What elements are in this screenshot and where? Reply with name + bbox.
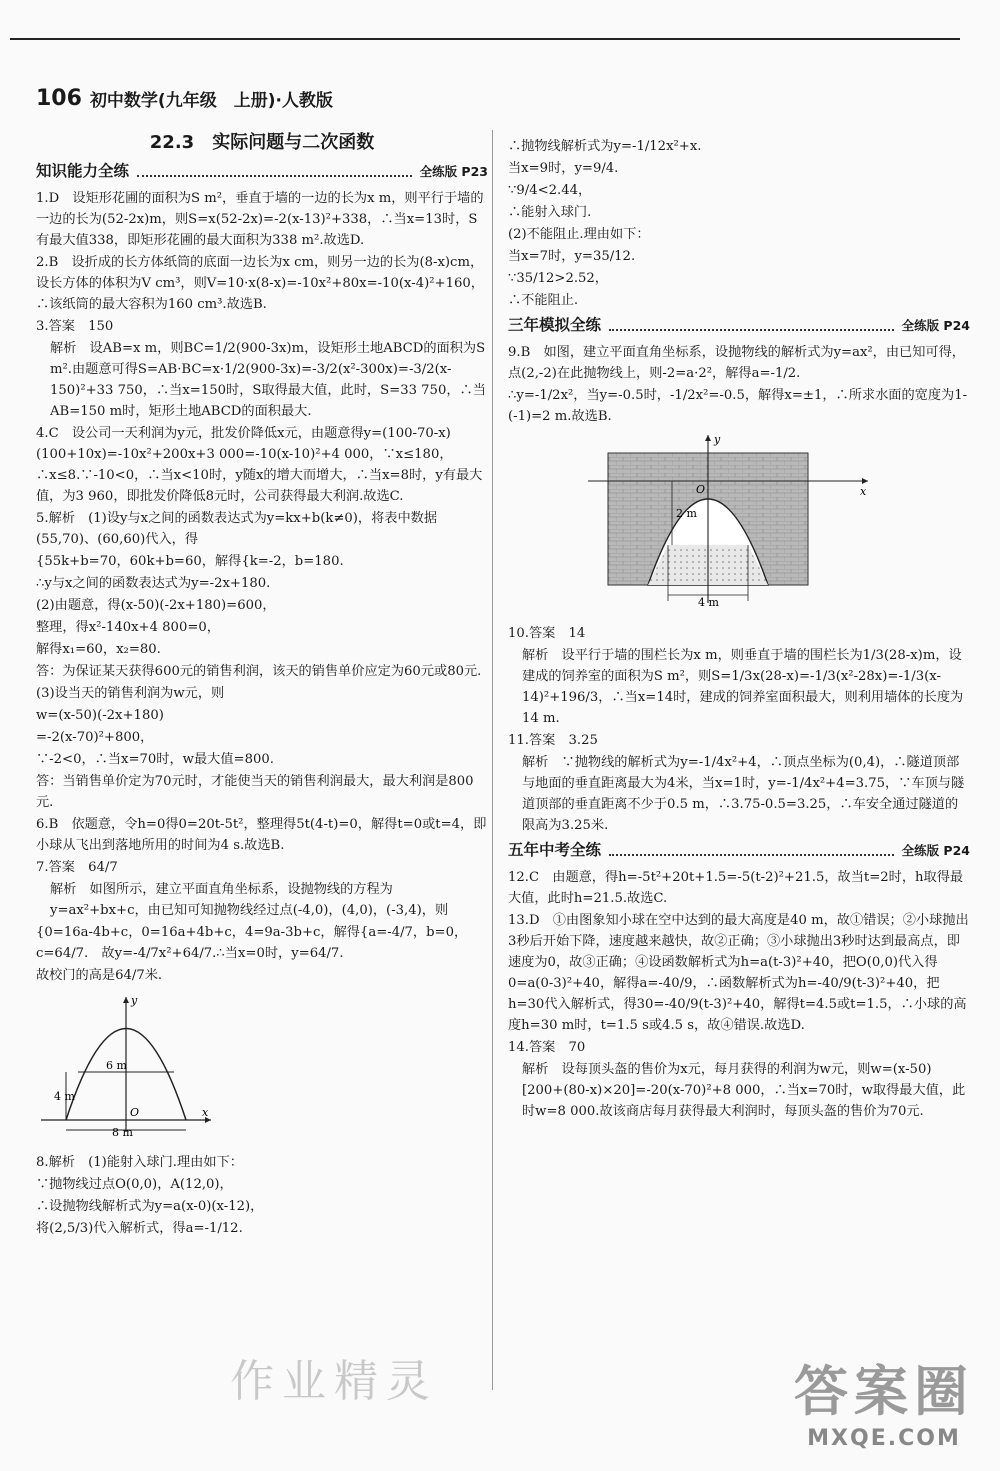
answer-para: 当x=9时，y=9/4. — [508, 161, 619, 176]
answer-para: w=(x-50)(-2x+180) — [36, 708, 164, 723]
gate-diagram — [36, 992, 216, 1137]
column-divider — [492, 130, 493, 1390]
fig2-width-label: 4 m — [698, 596, 719, 608]
section-name: 三年模拟全练 — [508, 316, 602, 334]
answer-para: =-2(x-70)²+800， — [36, 730, 154, 745]
answer-para: 6.B 依题意，令h=0得0=20t-5t²，整理得5t(4-t)=0，解得t=0或t=4，即小球从飞出到落地所用的时间为4 s.故选B. — [36, 817, 487, 853]
answer-para: ∵9/4<2.44， — [508, 183, 592, 198]
answer-para: ∵35/12>2.52， — [508, 271, 608, 286]
answer-para: 解析 设AB=x m，则BC=1/2(900-3x)m，设矩形土地ABCD的面积为S m².由题意可得S=AB·BC=x·1/2(900-3x)=-3/2(x²-300x)=-3/2(x-150)²+33 750，∴当x=150时，S取得最大值，此时，S=33 750，∴当AB=150 m时，矩形土地ABCD的面积最大. — [50, 341, 490, 419]
top-rule — [10, 38, 960, 40]
faint-watermark: 作业精灵 — [230, 1356, 438, 1407]
answer-para: 8.解析 (1)能射入球门.理由如下： — [36, 1155, 243, 1170]
figure-gate-parabola — [36, 992, 488, 1144]
watermark-logo — [794, 1349, 974, 1451]
answer-para: ∴能射入球门. — [508, 205, 592, 220]
answer-para: ∵-2<0，∴当x=70时，w最大值=800. — [36, 752, 274, 767]
answer-para: 2.B 设折成的长方体纸筒的底面一边长为x cm，则另一边的长为(8-x)cm，设长方体的体积为V cm³，则V=10·x(8-x)=-10x²+80x=-10(x-4)²+160，∴该纸筒的最大容积为160 cm³.故选B. — [36, 255, 484, 312]
answer-para: ∴不能阻止. — [508, 293, 579, 308]
answer-para: 将(2,5/3)代入解析式，得a=-1/12. — [36, 1221, 243, 1236]
answer-para: 故校门的高是64/7米. — [36, 968, 163, 983]
page-number: 106 — [36, 86, 82, 111]
answer-para: ∴抛物线解析式为y=-1/12x²+x. — [508, 139, 702, 154]
answer-para: 整理，得x²-140x+4 800=0， — [36, 620, 220, 635]
answer-para: ∵抛物线过点O(0,0)，A(12,0)， — [36, 1177, 233, 1192]
fig1-origin: O — [130, 1106, 140, 1119]
answer-para: (2)不能阻止.理由如下： — [508, 227, 650, 242]
answer-para: 5.解析 (1)设y与x之间的函数表达式为y=kx+b(k≠0)，将表中数据(55,70)、(60,60)代入，得 — [36, 511, 438, 547]
answer-para: 解析 设每顶头盔的售价为x元，每月获得的利润为w元，则w=(x-50)[200+(80-x)×20]=-20(x-70)²+8 000，∴当x=70时，w取得最大值，此时w=8 000.故该商店每月获得最大利润时，每顶头盔的售价为70元. — [522, 1062, 966, 1119]
answer-para: (3)设当天的销售利润为w元，则 — [36, 686, 225, 701]
answer-para: 答：为保证某天获得600元的销售利润，该天的销售单价应定为60元或80元. — [36, 664, 482, 679]
fig1-height-label: 4 m — [54, 1090, 75, 1103]
answer-para: 4.C 设公司一天利润为y元，批发价降低x元，由题意得y=(100-70-x)(100+10x)=-10x²+200x+3 000=-10(x-10)²+4 000，∵x≤180，∴x≤8.∵-10<0，∴当x<10时，y随x的增大而增大，∴当x=8时，y有最大值，为3 960，即批发价降低8元时，公司获得最大利润.故选C. — [36, 426, 483, 504]
answer-para: 9.B 如图，建立平面直角坐标系，设抛物线的解析式为y=ax²，由已知可得，点(2,-2)在此抛物线上，则-2=a·2²，解得a=-1/2. — [508, 345, 965, 381]
answer-para: 12.C 由题意，得h=-5t²+20t+1.5=-5(t-2)²+21.5，故当t=2时，h取得最大值，此时h=21.5.故选C. — [508, 870, 964, 906]
section-header-3 — [508, 840, 970, 861]
answer-para: {0=16a-4b+c，0=16a+4b+c，4=9a-3b+c，解得{a=-4/7，b=0，c=64/7. 故y=-4/7x²+64/7.∴当x=0时，y=64/7. — [36, 925, 468, 961]
fig1-y-axis: y — [131, 994, 138, 1007]
book-title: 初中数学(九年级 上册)·人教版 — [89, 91, 333, 111]
fig1-width-label: 6 m — [106, 1059, 127, 1072]
answer-para: 解析 ∵抛物线的解析式为y=-1/4x²+4，∴顶点坐标为(0,4)，∴隧道顶部与地面的垂直距离最大为4米，当x=1时，y=-1/4x²+4=3.75，∵车顶与隧道顶部的垂直距离不少于0.5 m，∴3.75-0.5=3.25，∴车安全通过隧道的限高为3.25米. — [522, 755, 965, 833]
fig1-base-label: 8 m — [112, 1126, 133, 1137]
answer-para: 1.D 设矩形花圃的面积为S m²，垂直于墙的一边的长为x m，则平行于墙的一边的长为(52-2x)m，则S=x(52-2x)=-2(x-13)²+338，∴当x=13时，S有最大值338，即矩形花圃的最大面积为338 m².故选D. — [36, 191, 484, 248]
section-name: 知识能力全练 — [36, 162, 130, 180]
figure-tunnel — [508, 433, 970, 615]
fig2-y-axis: y — [714, 433, 721, 446]
answer-para: 当x=7时，y=35/12. — [508, 249, 636, 264]
fig2-height-label: 2 m — [676, 507, 697, 520]
watermark-big: 答案圈 — [794, 1360, 974, 1423]
watermark-site: MXQE.COM — [807, 1426, 961, 1451]
answer-para: 14.答案 70 — [508, 1040, 586, 1055]
answer-para: {55k+b=70，60k+b=60，解得{k=-2，b=180. — [36, 554, 344, 569]
left-column — [36, 128, 488, 1240]
fig2-x-axis: x — [860, 485, 867, 498]
answer-para: 3.答案 150 — [36, 319, 114, 334]
fig1-x-axis: x — [202, 1106, 209, 1119]
tunnel-diagram — [588, 433, 878, 608]
answer-para: ∴y与x之间的函数表达式为y=-2x+180. — [36, 576, 271, 591]
answer-para: 11.答案 3.25 — [508, 733, 598, 748]
section-header-2 — [508, 315, 970, 336]
section-title: 22.3 实际问题与二次函数 — [149, 132, 375, 153]
answer-para: ∴y=-1/2x²，当y=-0.5时，-1/2x²=-0.5，解得x=±1，∴所求水面的宽度为1-(-1)=2 m.故选B. — [508, 388, 968, 424]
section-ref: 全练版 P24 — [901, 843, 970, 858]
answer-para: 解析 如图所示，建立平面直角坐标系，设抛物线的方程为y=ax²+bx+c，由已知可知抛物线经过点(-4,0)，(4,0)，(-3,4)，则 — [50, 882, 449, 918]
fig2-origin: O — [696, 483, 706, 496]
section-ref: 全练版 P23 — [419, 164, 488, 179]
answer-para: ∴设抛物线解析式为y=a(x-0)(x-12)， — [36, 1199, 264, 1214]
page-header — [36, 86, 333, 111]
answer-para: 答：当销售单价定为70元时，才能使当天的销售利润最大，最大利润是800元. — [36, 774, 474, 810]
answer-para: 10.答案 14 — [508, 626, 586, 641]
answer-para: 解得x₁=60，x₂=80. — [36, 642, 161, 657]
answer-para: 7.答案 64/7 — [36, 860, 118, 875]
answer-para: (2)由题意，得(x-50)(-2x+180)=600， — [36, 598, 276, 613]
section-name: 五年中考全练 — [508, 841, 602, 859]
answer-para: 解析 设平行于墙的围栏长为x m，则垂直于墙的围栏长为1/3(28-x)m，设建成的饲养室的面积为S m²，则S=1/3x(28-x)=-1/3(x²-28x)=-1/3(x-14)²+196/3，∴当x=14时，建成的饲养室面积最大，则利用墙体的长度为14 m. — [522, 648, 964, 726]
right-column — [508, 136, 970, 1123]
answer-para: 13.D ①由图象知小球在空中达到的最大高度是40 m，故①错误；②小球抛出3秒后开始下降，速度越来越快，故②正确；③小球抛出3秒时达到最高点，即速度为0，故③正确；④设函数解析式为h=a(t-3)²+40，把O(0,0)代入得0=a(0-3)²+40，解得a=-40/9，∴函数解析式为h=-40/9(t-3)²+40，把h=30代入解析式，得30=-40/9(t-3)²+40，解得t=4.5或t=1.5，∴小球的高度h=30 m时，t=1.5 s或4.5 s，故④错误.故选D. — [508, 913, 969, 1033]
section-ref: 全练版 P24 — [901, 318, 970, 333]
section-header-1 — [36, 161, 488, 182]
